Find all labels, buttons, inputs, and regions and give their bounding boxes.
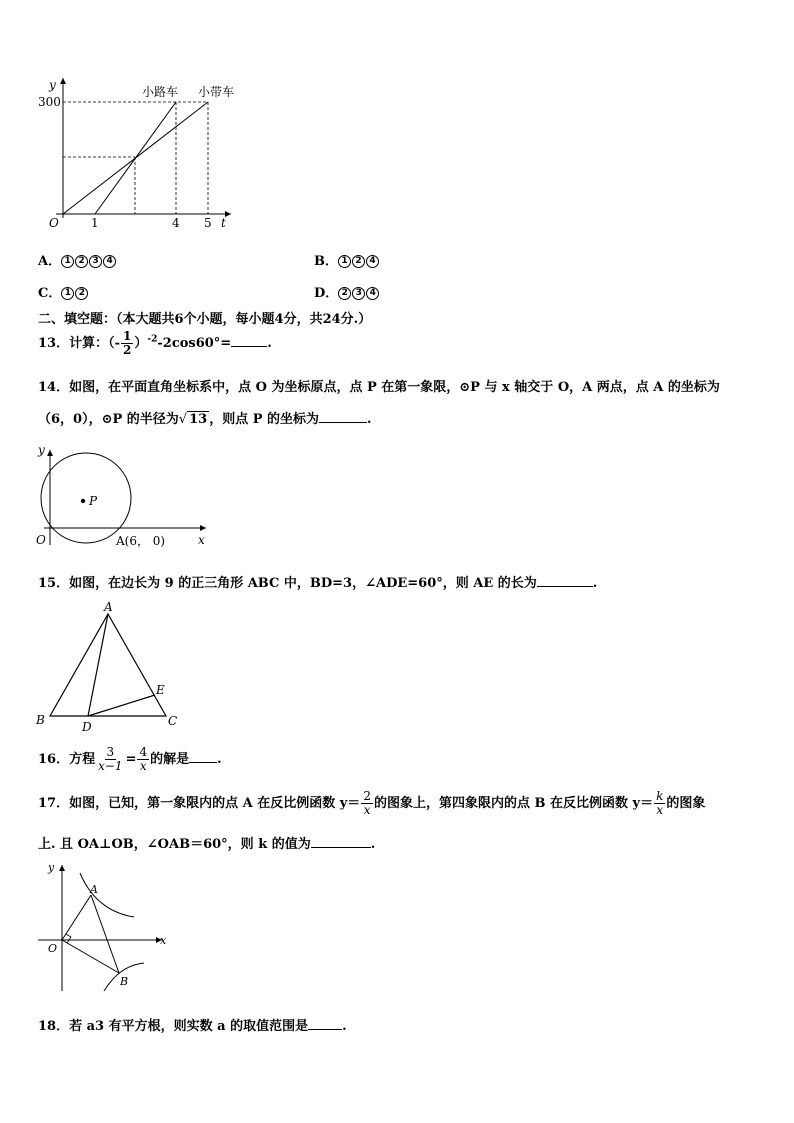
answer-blank [189, 750, 217, 763]
circle-figure [30, 440, 220, 555]
a-label: A [90, 883, 98, 896]
y-label: y [38, 443, 45, 457]
curve-first-quadrant [80, 873, 134, 917]
label-a: A [104, 600, 113, 614]
segment-ab [91, 895, 119, 973]
option-a: A． 1 2 3 4 [38, 250, 117, 269]
segment-oa [62, 895, 91, 940]
question-17-line2: 上. 且 OA⊥OB，∠OAB＝60°，则 k 的值为 . [38, 837, 376, 852]
answer-blank [231, 334, 267, 347]
segment-ob [62, 940, 119, 973]
circled-4: 4 [103, 255, 116, 268]
right-angle-mark [66, 934, 71, 943]
circled-1: 1 [338, 255, 351, 268]
series-label-2: 小带车 [198, 85, 235, 99]
option-b: B． 1 2 4 [314, 250, 380, 269]
question-18: 18．若 a3 有平方根，则实数 a 的取值范围是 . [38, 1019, 347, 1034]
circled-2: 2 [338, 287, 351, 300]
x-label: x [160, 934, 167, 947]
circled-4: 4 [366, 255, 379, 268]
segment-de [88, 695, 155, 716]
origin-label: O [36, 533, 46, 547]
circled-1: 1 [61, 255, 74, 268]
distance-time-graph [36, 70, 256, 240]
x-label: x [198, 533, 205, 547]
a-label: A(6， 0) [116, 534, 166, 548]
circled-3: 3 [89, 255, 102, 268]
hyperbola-figure [34, 855, 174, 995]
x-tick-4: 4 [172, 216, 180, 230]
answer-blank [319, 410, 367, 423]
y-tick-300: 300 [38, 95, 61, 109]
segment-ad [88, 614, 108, 716]
series-line-2 [63, 102, 208, 214]
y-label: y [48, 861, 55, 874]
b-label: B [120, 975, 129, 988]
option-d: D． 2 3 4 [314, 282, 380, 301]
question-14-line2: （6，0），⊙P 的半径为√ 13 ，则点 P 的坐标为 . [38, 412, 372, 427]
question-14-line1: 14．如图，在平面直角坐标系中，点 O 为坐标原点，点 P 在第一象限，⊙P 与 x 轴交于 O，A 两点，点 A 的坐标为 [38, 380, 720, 395]
circled-3: 3 [352, 287, 365, 300]
option-c: C． 1 2 [38, 282, 89, 301]
answer-blank [308, 1017, 342, 1030]
label-c: C [168, 714, 178, 728]
x-tick-5: 5 [204, 216, 212, 230]
x-axis-label: t [221, 216, 226, 230]
series-label-1: 小路车 [142, 85, 179, 99]
triangle-abc [50, 614, 166, 716]
question-13: 13．计算：（- $\frac{1}{2}$ ）$^{-2}$-2cos60°= . [38, 329, 272, 357]
section-header: 二、填空题：（本大题共6个小题，每小题4分，共24分.） [38, 312, 372, 327]
circled-2: 2 [75, 255, 88, 268]
circle-p [41, 453, 131, 543]
point-p [81, 499, 85, 503]
label-b: B [36, 713, 45, 727]
origin-label: O [49, 216, 59, 230]
question-16: 16．方程 $\frac{3}{x-1}$ = $\frac{4}{x}$ 的解是 . [38, 745, 222, 773]
p-label: P [89, 494, 98, 508]
circled-1: 1 [61, 287, 74, 300]
circled-2: 2 [75, 287, 88, 300]
label-d: D [82, 720, 92, 734]
question-17-line1: 17．如图，已知，第一象限内的点 A 在反比例函数 y＝ $\frac{2}{x}$ 的图象上，第四象限内的点 B 在反比例函数 y＝ $\frac{k}{x}$ 的图象 [38, 789, 706, 817]
answer-blank [311, 835, 371, 848]
question-15: 15．如图，在边长为 9 的正三角形 ABC 中，BD=3，∠ADE=60°，则 AE 的长为 . [38, 576, 598, 591]
origin-label: O [48, 942, 58, 955]
triangle-figure [32, 598, 192, 736]
circled-4: 4 [366, 287, 379, 300]
answer-blank [537, 574, 593, 587]
y-axis-label: y [49, 78, 56, 92]
label-e: E [156, 683, 165, 697]
circled-2: 2 [352, 255, 365, 268]
x-tick-1: 1 [91, 216, 99, 230]
